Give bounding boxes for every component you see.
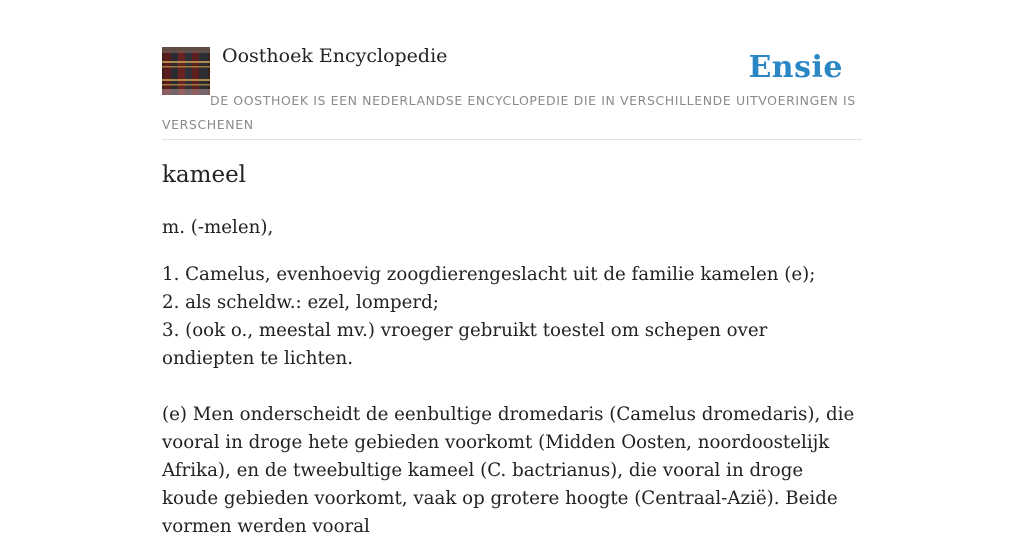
site-name-link[interactable]: Oosthoek Encyclopedie [222,45,448,67]
entry-headword: kameel [162,162,247,188]
encyclopedia-books-icon [162,47,210,95]
site-tagline: DE OOSTHOEK IS EEN NEDERLANDSE ENCYCLOPEDIE DIE IN VERSCHILLENDE UITVOERINGEN IS VERSCHENEN [162,93,856,132]
entry-content [162,214,862,541]
site-header [162,0,862,140]
site-avatar[interactable] [162,47,210,95]
entry-sense: 1. Camelus, evenhoevig zoogdierengeslacht uit de familie kamelen (e); [162,264,816,285]
entry-grammar: m. (-melen), [162,217,274,238]
brand-logo-link[interactable]: Ensie [748,50,843,85]
entry-sense: 2. als scheldw.: ezel, lomperd; [162,292,439,313]
page-wrapper [162,0,862,537]
entry-note: (e) Men onderscheidt de eenbultige dromedaris (Camelus dromedaris), die vooral in droge hete gebieden voorkomt (Midden Oosten, noordoostelijk Afrika), en de tweebultige kameel (C. bactrianus), die vooral in droge koude gebieden voorkomt, vaak op grotere hoogte (Centraal-Azië). Beide vormen werden vooral [162,404,855,537]
entry-sense: 3. (ook o., meestal mv.) vroeger gebruikt toestel om schepen over ondiepten te lichten. [162,320,768,369]
